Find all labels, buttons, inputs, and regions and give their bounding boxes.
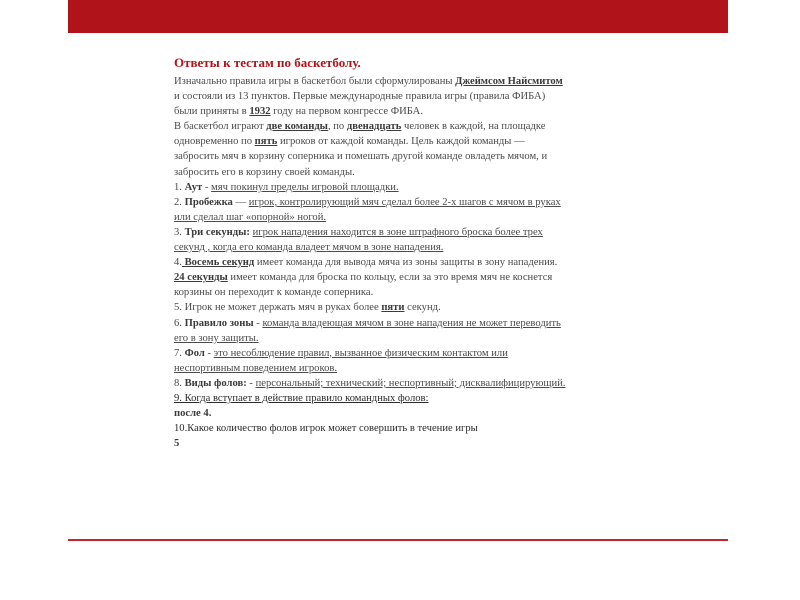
teams-paragraph bbox=[174, 119, 569, 179]
item-1: 1. Аут - мяч покинул пределы игровой площадки. bbox=[174, 181, 399, 193]
intro-text-3: году на первом конгрессе ФИБА. bbox=[270, 106, 423, 118]
answer-team-fouls: после 4. bbox=[174, 408, 212, 420]
item-24-seconds: 24 секунды имеет команда для броска по кольцу, если за это время мяч не коснется корзины он переходит к команде соперника. bbox=[174, 272, 553, 299]
item-9-question bbox=[174, 391, 569, 406]
intro-text-2: и состояли из 13 пунктов. Первые международные правила игры (правила ФИБА) были приняты в bbox=[174, 91, 546, 118]
answer-24-seconds: 24 секунды bbox=[174, 272, 228, 284]
answer-eight-seconds: Восемь секунд bbox=[181, 257, 255, 269]
term-travel: Пробежка bbox=[184, 196, 233, 208]
item-2: 2. Пробежка — игрок, контролирующий мяч сделал более 2-х шагов с мячом в руках или сделал шаг «опорной» ногой. bbox=[174, 196, 561, 223]
answer-zone-rule: команда владеющая мячом в зоне нападения не может переводить его в зону защиты. bbox=[174, 317, 561, 344]
item-5: 5. Игрок не может держать мяч в руках более пяти секунд. bbox=[174, 302, 441, 314]
item-7: 7. Фол - это несоблюдение правил, вызванное физическим контактом или неспортивным поведением игроков. bbox=[174, 347, 508, 374]
answer-foul: это несоблюдение правил, вызванное физическим контактом или неспортивным поведением игроков. bbox=[174, 347, 508, 374]
answer-1932: 1932 bbox=[249, 106, 271, 118]
answer-foul-count: 5 bbox=[174, 438, 180, 450]
answer-five: пять bbox=[254, 136, 278, 148]
header-bar bbox=[68, 0, 728, 33]
term-three-seconds: Три секунды: bbox=[184, 226, 250, 238]
term-zone-rule: Правило зоны bbox=[184, 317, 254, 329]
item-9-answer bbox=[174, 406, 569, 421]
answer-twelve: двенадцать bbox=[346, 121, 402, 133]
answer-out: мяч покинул пределы игровой площадки. bbox=[211, 181, 399, 193]
footer-rule bbox=[68, 539, 728, 541]
teams-text-2: , по bbox=[327, 121, 347, 133]
answer-foul-types: персональный; технический; неспортивный; дисквалифицирующий. bbox=[255, 377, 566, 389]
question-foul-count: 10.Какое количество фолов игрок может совершить в течение игры bbox=[174, 423, 478, 435]
answer-travel: игрок, контролирующий мяч сделал более 2-х шагов с мячом в руках или сделал шаг «опорной» ногой. bbox=[174, 196, 561, 223]
intro-paragraph bbox=[174, 74, 569, 119]
teams-text-3: человек в каждой, на площадке одновременно по bbox=[174, 121, 546, 148]
term-foul: Фол bbox=[184, 347, 205, 359]
teams-text-1: В баскетбол играют bbox=[174, 121, 267, 133]
item-4: 4. Восемь секунд имеет команда для вывода мяча из зоны защиты в зону нападения. bbox=[174, 257, 558, 269]
question-team-fouls: 9. Когда вступает в действие правило командных фолов: bbox=[174, 392, 429, 404]
term-foul-types: Виды фолов: bbox=[184, 377, 247, 389]
slide-title: Ответы к тестам по баскетболу. bbox=[174, 55, 361, 70]
item-6: 6. Правило зоны - команда владеющая мячом в зоне нападения не может переводить его в зону защиты. bbox=[174, 317, 561, 344]
item-3: 3. Три секунды: игрок нападения находится в зоне штрафного броска более трех секунд , когда его команда владеет мячом в зоне нападения. bbox=[174, 226, 543, 254]
answer-three-seconds: игрок нападения находится в зоне штрафного броска более трех секунд , когда его команда владеет мячом в зоне нападения. bbox=[174, 226, 543, 254]
slide-content bbox=[174, 54, 569, 451]
teams-text-4: игроков от каждой команды. Цель каждой команды — забросить мяч в корзину соперника и помешать другой команде овладеть мячом, и забросить его в корзину своей команды. bbox=[174, 136, 548, 178]
item-8: 8. Виды фолов: - персональный; технический; неспортивный; дисквалифицирующий. bbox=[174, 377, 566, 389]
intro-text-1: Изначально правила игры в баскетбол были сформулированы bbox=[174, 76, 456, 87]
answer-five-seconds: пяти bbox=[381, 302, 405, 314]
term-out: Аут bbox=[184, 181, 203, 193]
answer-naismith: Джеймсом Найсмитом bbox=[455, 76, 563, 87]
item-10-question bbox=[174, 421, 569, 436]
answer-two-teams: две команды bbox=[266, 121, 328, 133]
item-10-answer bbox=[174, 436, 569, 451]
